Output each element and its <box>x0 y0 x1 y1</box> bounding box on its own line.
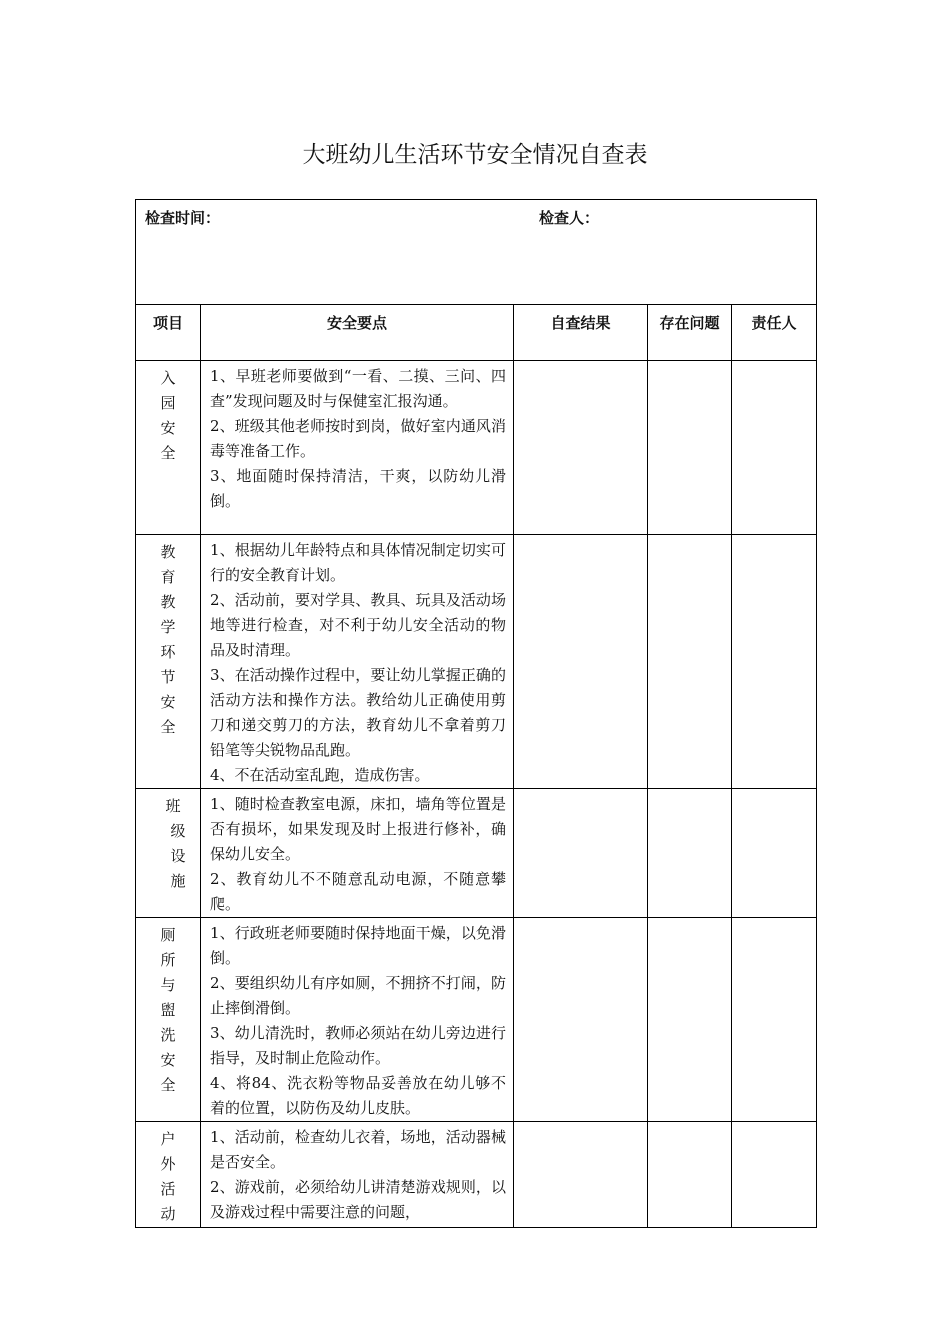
item-char: 厕 <box>160 926 176 944</box>
key-point: 4、将84、洗衣粉等物品妥善放在幼儿够不着的位置，以防伤及幼儿皮肤。 <box>210 1074 506 1117</box>
col-responsible-header: 责任人 <box>732 305 817 361</box>
column-header-row <box>136 305 817 361</box>
problems-cell[interactable] <box>648 1122 732 1228</box>
item-char: 活 <box>160 1180 176 1198</box>
key-point: 4、不在活动室乱跑，造成伤害。 <box>210 766 430 784</box>
item-char: 全 <box>160 1076 176 1094</box>
table-row <box>136 361 817 535</box>
key-point: 2、教育幼儿不不随意乱动电源，不随意攀爬。 <box>210 870 506 913</box>
item-char: 环 <box>160 643 176 661</box>
item-char: 入 <box>160 369 176 387</box>
table-row <box>136 789 817 918</box>
item-char: 园 <box>160 394 176 412</box>
key-point: 3、在活动操作过程中，要让幼儿掌握正确的活动方法和操作方法。教给幼儿正确使用剪刀和递交剪刀的方法，教育幼儿不拿着剪刀铅笔等尖锐物品乱跑。 <box>210 666 506 759</box>
key-point: 1、活动前，检查幼儿衣着，场地，活动器械是否安全。 <box>210 1128 506 1171</box>
key-point: 1、根据幼儿年龄特点和具体情况制定切实可行的安全教育计划。 <box>210 541 506 584</box>
header-info-row <box>136 200 817 305</box>
table-row <box>136 535 817 789</box>
item-char: 学 <box>160 618 176 636</box>
responsible-cell[interactable] <box>732 918 817 1122</box>
result-cell[interactable] <box>514 918 648 1122</box>
item-char: 所 <box>160 951 176 969</box>
problems-cell[interactable] <box>648 789 732 918</box>
item-char: 全 <box>160 718 176 736</box>
key-point: 1、随时检查教室电源，床扣，墙角等位置是否有损坏，如果发现及时上报进行修补，确保幼儿安全。 <box>210 795 506 863</box>
item-cell <box>136 918 201 1122</box>
item-char: 节 <box>160 668 176 686</box>
result-cell[interactable] <box>514 361 648 535</box>
col-item-header: 项目 <box>136 305 201 361</box>
key-points-cell <box>201 535 514 789</box>
item-char: 与 <box>160 976 176 994</box>
key-point: 2、活动前，要对学具、教具、玩具及活动场地等进行检查，对不利于幼儿安全活动的物品及时清理。 <box>210 591 506 659</box>
table-row <box>136 918 817 1122</box>
item-char: 全 <box>160 444 176 462</box>
item-char: 安 <box>160 693 176 711</box>
item-char: 教 <box>160 593 176 611</box>
item-char: 外 <box>160 1155 176 1173</box>
responsible-cell[interactable] <box>732 789 817 918</box>
self-check-table <box>135 199 817 1228</box>
item-cell <box>136 535 201 789</box>
problems-cell[interactable] <box>648 361 732 535</box>
item-char: 安 <box>160 419 176 437</box>
key-point: 2、班级其他老师按时到岗，做好室内通风消毒等准备工作。 <box>210 417 506 460</box>
inspector-label: 检查人： <box>539 209 600 227</box>
item-char: 安 <box>160 1051 176 1069</box>
table-row <box>136 1122 817 1228</box>
item-char: 班 <box>165 797 181 815</box>
key-points-cell <box>201 918 514 1122</box>
responsible-cell[interactable] <box>732 1122 817 1228</box>
key-points-cell <box>201 1122 514 1228</box>
result-cell[interactable] <box>514 789 648 918</box>
key-point: 2、要组织幼儿有序如厕，不拥挤不打闹，防止摔倒滑倒。 <box>210 974 506 1017</box>
key-point: 1、早班老师要做到“一看、二摸、三问、四查”发现问题及时与保健室汇报沟通。 <box>210 367 506 410</box>
col-result-header: 自查结果 <box>514 305 648 361</box>
result-cell[interactable] <box>514 1122 648 1228</box>
document-title: 大班幼儿生活环节安全情况自查表 <box>302 142 648 168</box>
item-cell <box>136 361 201 535</box>
item-cell <box>136 789 201 918</box>
key-point: 1、行政班老师要随时保持地面干燥，以免滑倒。 <box>210 924 506 967</box>
key-points-cell <box>201 361 514 535</box>
header-info-cell <box>136 200 817 305</box>
problems-cell[interactable] <box>648 535 732 789</box>
key-point: 3、幼儿清洗时，教师必须站在幼儿旁边进行指导，及时制止危险动作。 <box>210 1024 506 1067</box>
col-problems-header <box>648 305 732 361</box>
item-cell <box>136 1122 201 1228</box>
problems-cell[interactable] <box>648 918 732 1122</box>
item-char: 洗 <box>160 1026 176 1044</box>
item-char: 施 <box>170 872 186 890</box>
item-char: 教 <box>160 543 176 561</box>
key-point: 3、地面随时保持清洁，干爽，以防幼儿滑倒。 <box>210 467 506 510</box>
item-char: 设 <box>170 847 186 865</box>
item-char: 盥 <box>160 1001 176 1019</box>
item-char: 户 <box>160 1130 176 1148</box>
key-points-cell <box>201 789 514 918</box>
item-char: 育 <box>160 568 176 586</box>
responsible-cell[interactable] <box>732 361 817 535</box>
col-problems-label: 存在问题 <box>659 314 720 332</box>
col-key-points-header: 安全要点 <box>201 305 514 361</box>
responsible-cell[interactable] <box>732 535 817 789</box>
key-point: 2、游戏前，必须给幼儿讲清楚游戏规则，以及游戏过程中需要注意的问题， <box>210 1178 506 1221</box>
result-cell[interactable] <box>514 535 648 789</box>
check-time-label: 检查时间： <box>145 209 221 227</box>
item-char: 动 <box>160 1205 176 1223</box>
item-char: 级 <box>170 822 186 840</box>
